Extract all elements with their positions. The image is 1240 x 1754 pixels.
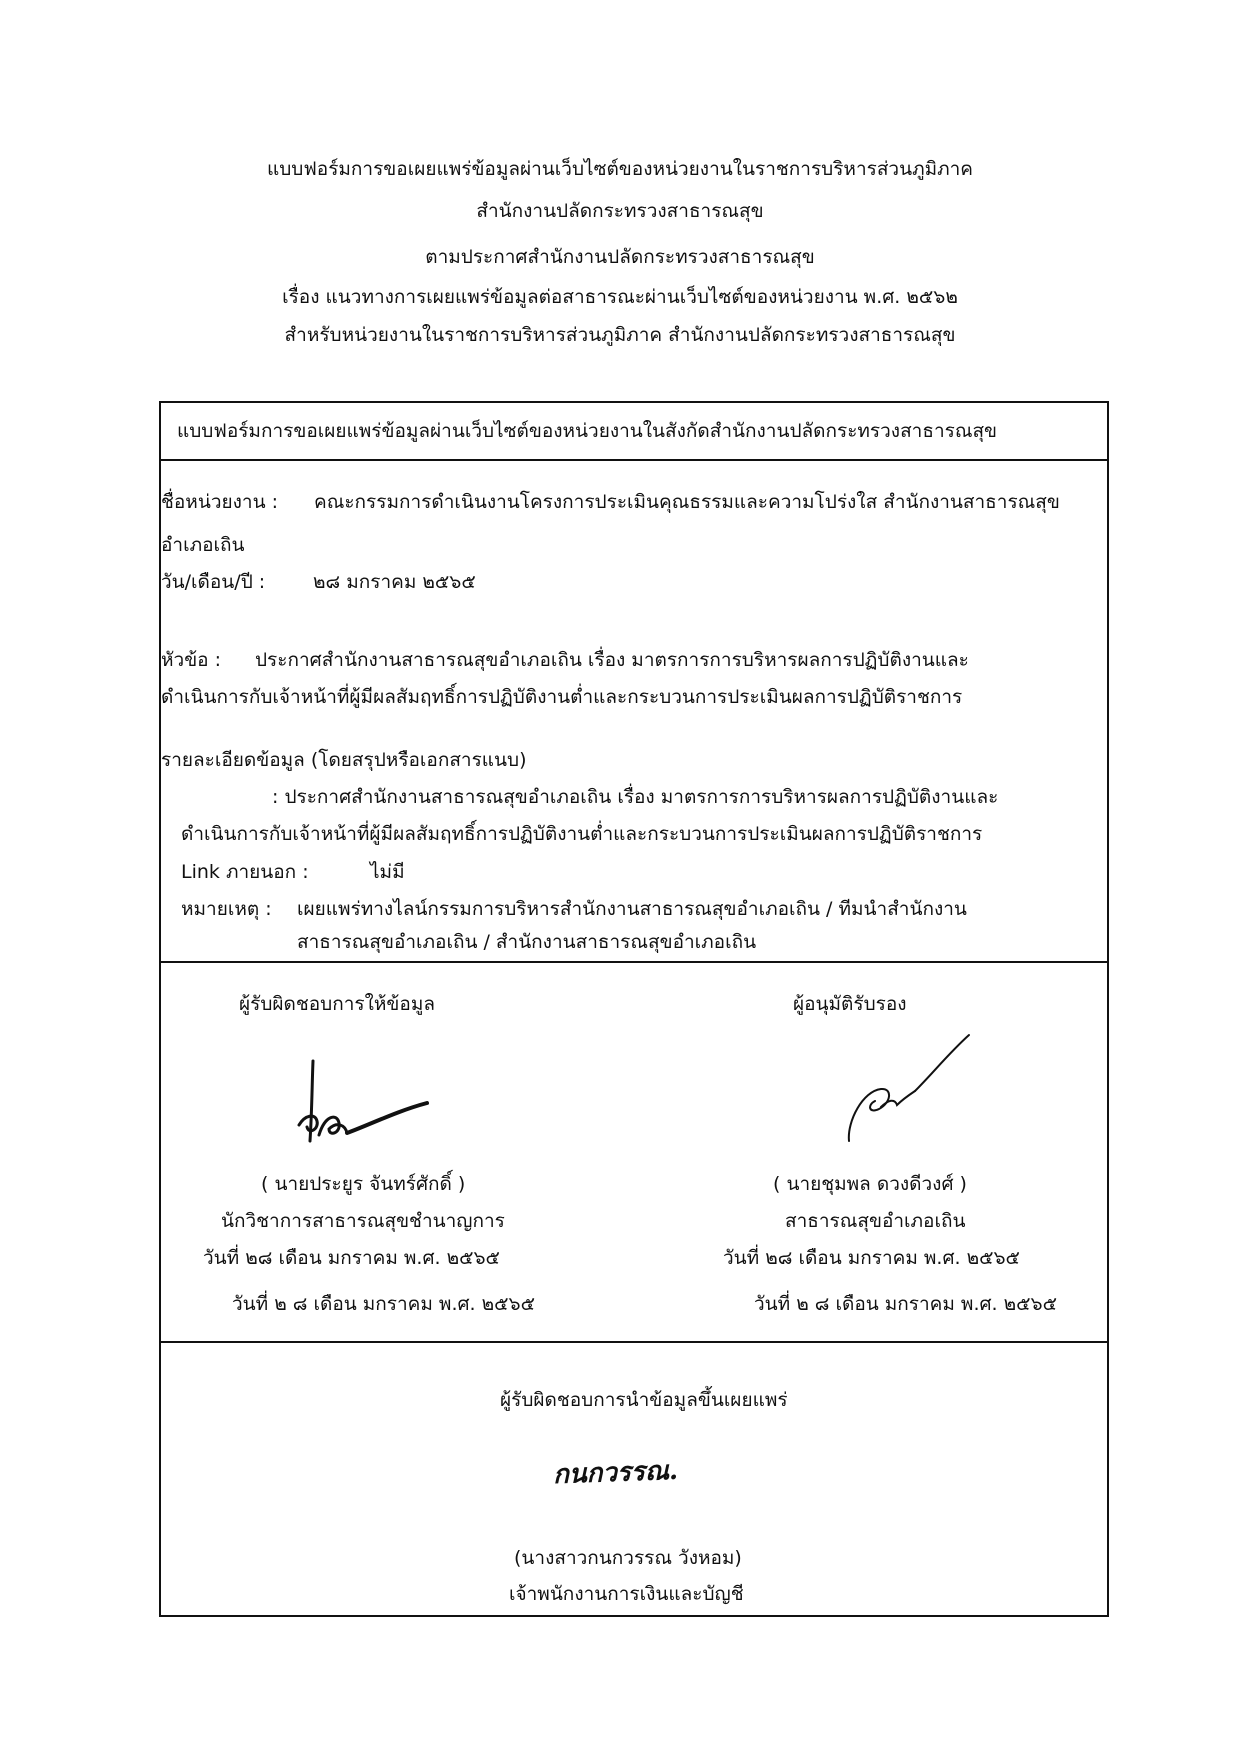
left-signer-date: วันที่ ๒ ๘ เดือน มกราคม พ.ศ. ๒๕๖๕ [232,1293,535,1315]
link-label: Link ภายนอก : [181,861,309,883]
publisher-role: ผู้รับผิดชอบการนำข้อมูลขึ้นเผยแพร่ [500,1389,788,1411]
right-signer-name: ( นายชุมพล ดวงดีวงศ์ ) [773,1173,967,1195]
detail-value-cont: ดำเนินการกับเจ้าหน้าที่ผู้มีผลสัมฤทธิ์การปฏิบัติงานต่ำและกระบวนการประเมินผลการปฏิบัติราชการ [181,823,983,845]
unit-value: คณะกรรมการดำเนินงานโครงการประเมินคุณธรรมและความโปร่งใส สำนักงานสาธารณสุข [314,491,1060,513]
signatures-section [161,961,1107,1341]
form-title-row [161,403,1107,459]
document-header [0,148,1240,354]
header-line-2: สำนักงานปลัดกระทรวงสาธารณสุข [476,200,764,222]
link-value: ไม่มี [370,861,405,883]
header-line-5: สำหรับหน่วยงานในราชการบริหารส่วนภูมิภาค สำนักงานปลัดกระทรวงสาธารณสุข [284,324,956,346]
date-label: วัน/เดือน/ปี : [161,571,266,593]
right-signer-date: วันที่ ๒ ๘ เดือน มกราคม พ.ศ. ๒๕๖๕ [754,1293,1057,1315]
form-info-section [161,459,1107,961]
left-signer-role: ผู้รับผิดชอบการให้ข้อมูล [239,993,435,1015]
topic-value-cont: ดำเนินการกับเจ้าหน้าที่ผู้มีผลสัมฤทธิ์การปฏิบัติงานต่ำและกระบวนการประเมินผลการปฏิบัติราชการ [161,686,963,708]
unit-label: ชื่อหน่วยงาน : [161,491,278,513]
unit-value-cont: อำเภอเถิน [161,534,245,556]
note-value: เผยแพร่ทางไลน์กรรมการบริหารสำนักงานสาธารณสุขอำเภอเถิน / ทีมนำสำนักงาน [297,898,967,920]
right-signer-role: ผู้อนุมัติรับรอง [793,993,907,1015]
note-value-cont: สาธารณสุขอำเภอเถิน / สำนักงานสาธารณสุขอำเภอเถิน [297,931,757,953]
publisher-name: (นางสาวกนกวรรณ วังหอม) [514,1547,742,1569]
topic-label: หัวข้อ : [161,649,222,671]
right-signer-date-written: วันที่ ๒๘ เดือน มกราคม พ.ศ. ๒๕๖๕ [723,1247,1020,1269]
publisher-position: เจ้าพนักงานการเงินและบัญชี [509,1583,744,1605]
left-signer-position: นักวิชาการสาธารณสุขชำนาญการ [221,1210,505,1232]
form-title: แบบฟอร์มการขอเผยแพร่ข้อมูลผ่านเว็บไซต์ของหน่วยงานในสังกัดสำนักงานปลัดกระทรวงสาธารณสุข [177,420,998,442]
left-signature [279,1055,439,1145]
right-signature [833,1029,973,1147]
right-signer-position: สาธารณสุขอำเภอเถิน [785,1210,966,1232]
note-label: หมายเหตุ : [181,898,272,920]
left-signer-date-written: วันที่ ๒๘ เดือน มกราคม พ.ศ. ๒๕๖๕ [203,1247,500,1269]
request-form [159,401,1109,1617]
left-signer-name: ( นายประยูร จันทร์ศักดิ์ ) [261,1173,466,1195]
publisher-handwritten-signature: กนกวรรณ. [552,1455,679,1491]
topic-value: ประกาศสำนักงานสาธารณสุขอำเภอเถิน เรื่อง มาตรการการบริหารผลการปฏิบัติงานและ [255,649,969,671]
publisher-section [161,1341,1107,1615]
detail-value: : ประกาศสำนักงานสาธารณสุขอำเภอเถิน เรื่อง มาตรการการบริหารผลการปฏิบัติงานและ [272,786,999,808]
header-line-1: แบบฟอร์มการขอเผยแพร่ข้อมูลผ่านเว็บไซต์ของหน่วยงานในราชการบริหารส่วนภูมิภาค [266,158,974,180]
detail-label: รายละเอียดข้อมูล (โดยสรุปหรือเอกสารแนบ) [161,749,527,771]
date-value: ๒๘ มกราคม ๒๕๖๕ [313,571,476,593]
header-line-4: เรื่อง แนวทางการเผยแพร่ข้อมูลต่อสาธารณะผ่านเว็บไซต์ของหน่วยงาน พ.ศ. ๒๕๖๒ [282,286,958,308]
header-line-3: ตามประกาศสำนักงานปลัดกระทรวงสาธารณสุข [425,246,815,268]
